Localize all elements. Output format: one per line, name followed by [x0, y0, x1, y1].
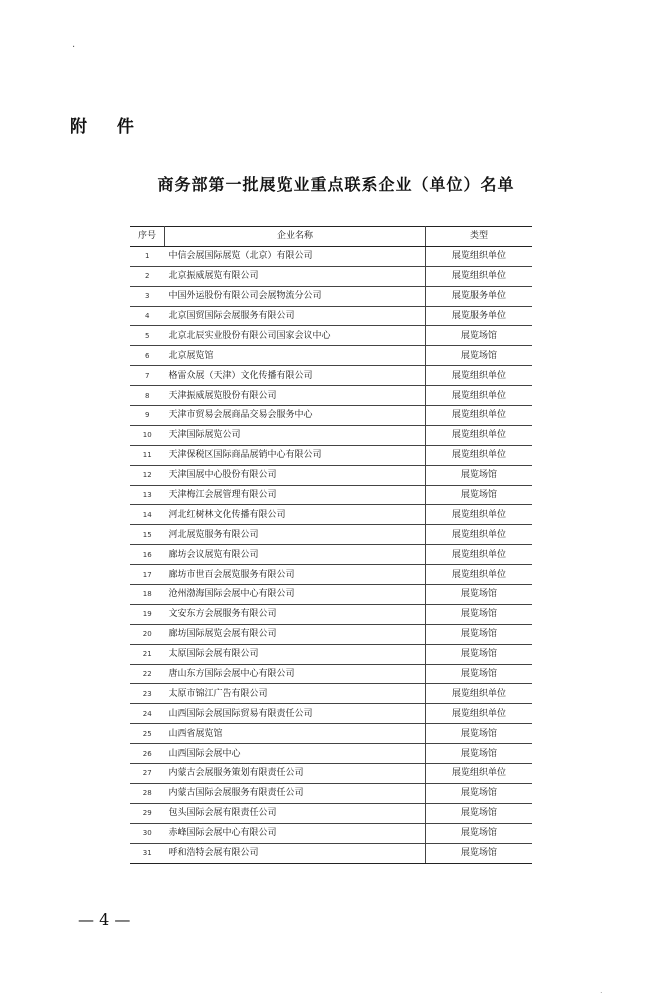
company-type: 展览组织单位: [426, 545, 533, 565]
company-type: 展览组织单位: [426, 525, 533, 545]
row-number: 16: [130, 545, 165, 565]
row-number: 26: [130, 744, 165, 764]
table-row: [130, 326, 532, 346]
table-body: [130, 246, 532, 863]
company-name: 北京北辰实业股份有限公司国家会议中心: [165, 326, 426, 346]
row-number: 20: [130, 624, 165, 644]
row-number: 11: [130, 445, 165, 465]
row-number: 25: [130, 724, 165, 744]
company-name: 天津保税区国际商品展销中心有限公司: [165, 445, 426, 465]
company-type: 展览场馆: [426, 724, 533, 744]
table-row: [130, 386, 532, 406]
table-row: [130, 565, 532, 585]
row-number: 3: [130, 286, 165, 306]
row-number: 13: [130, 485, 165, 505]
row-number: 4: [130, 306, 165, 326]
company-type: 展览场馆: [426, 664, 533, 684]
table-row: [130, 803, 532, 823]
table-row: [130, 545, 532, 565]
document-title: 商务部第一批展览业重点联系企业（单位）名单: [157, 175, 515, 194]
company-name: 河北红树林文化传播有限公司: [165, 505, 426, 525]
row-number: 9: [130, 406, 165, 426]
company-type: 展览组织单位: [426, 565, 533, 585]
row-number: 23: [130, 684, 165, 704]
row-number: 21: [130, 644, 165, 664]
scan-mark: ·: [72, 42, 76, 53]
table-row: [130, 664, 532, 684]
company-name: 内蒙古会展服务策划有限责任公司: [165, 764, 426, 784]
row-number: 18: [130, 585, 165, 605]
company-name: 天津振威展览股份有限公司: [165, 386, 426, 406]
row-number: 27: [130, 764, 165, 784]
row-number: 12: [130, 465, 165, 485]
company-type: 展览服务单位: [426, 286, 533, 306]
company-name: 文安东方会展服务有限公司: [165, 604, 426, 624]
company-name: 天津国展中心股份有限公司: [165, 465, 426, 485]
company-type: 展览场馆: [426, 644, 533, 664]
header-no: 序号: [130, 227, 165, 247]
table-row: [130, 704, 532, 724]
scan-mark-bottom: .: [600, 986, 603, 995]
company-name: 廊坊市世百会展览服务有限公司: [165, 565, 426, 585]
row-number: 1: [130, 246, 165, 266]
company-name: 赤峰国际会展中心有限公司: [165, 823, 426, 843]
company-type: 展览组织单位: [426, 425, 533, 445]
company-name: 中信会展国际展览（北京）有限公司: [165, 246, 426, 266]
table-row: [130, 783, 532, 803]
company-name: 北京展览馆: [165, 346, 426, 366]
row-number: 29: [130, 803, 165, 823]
company-type: 展览场馆: [426, 585, 533, 605]
company-type: 展览场馆: [426, 624, 533, 644]
row-number: 15: [130, 525, 165, 545]
row-number: 19: [130, 604, 165, 624]
company-type: 展览场馆: [426, 783, 533, 803]
company-name: 唐山东方国际会展中心有限公司: [165, 664, 426, 684]
row-number: 28: [130, 783, 165, 803]
row-number: 22: [130, 664, 165, 684]
company-type: 展览场馆: [426, 744, 533, 764]
table-row: [130, 366, 532, 386]
attachment-label: 附 件: [70, 117, 146, 137]
row-number: 14: [130, 505, 165, 525]
company-type: 展览组织单位: [426, 445, 533, 465]
table-row: [130, 445, 532, 465]
company-type: 展览组织单位: [426, 386, 533, 406]
company-name: 山西省展览馆: [165, 724, 426, 744]
company-name: 天津国际展览公司: [165, 425, 426, 445]
table-row: [130, 843, 532, 863]
company-name: 天津市贸易会展商品交易会服务中心: [165, 406, 426, 426]
company-name: 太原市锦江广告有限公司: [165, 684, 426, 704]
table-row: [130, 266, 532, 286]
company-type: 展览组织单位: [426, 684, 533, 704]
table-row: [130, 764, 532, 784]
company-type: 展览组织单位: [426, 366, 533, 386]
company-type: 展览组织单位: [426, 246, 533, 266]
company-type: 展览场馆: [426, 803, 533, 823]
row-number: 5: [130, 326, 165, 346]
company-name: 呼和浩特会展有限公司: [165, 843, 426, 863]
table-row: [130, 744, 532, 764]
company-type: 展览场馆: [426, 465, 533, 485]
company-name: 中国外运股份有限公司会展物流分公司: [165, 286, 426, 306]
table-row: [130, 406, 532, 426]
table-row: [130, 684, 532, 704]
row-number: 17: [130, 565, 165, 585]
company-type: 展览组织单位: [426, 764, 533, 784]
company-name: 太原国际会展有限公司: [165, 644, 426, 664]
page-number: — 4 —: [78, 910, 131, 929]
table-row: [130, 585, 532, 605]
company-type: 展览组织单位: [426, 704, 533, 724]
table-row: [130, 525, 532, 545]
company-type: 展览服务单位: [426, 306, 533, 326]
table-row: [130, 823, 532, 843]
table-row: [130, 724, 532, 744]
company-type: 展览场馆: [426, 843, 533, 863]
enterprise-table: [130, 226, 532, 864]
row-number: 31: [130, 843, 165, 863]
table-row: [130, 604, 532, 624]
table-row: [130, 624, 532, 644]
table-row: [130, 505, 532, 525]
table-row: [130, 346, 532, 366]
company-name: 内蒙古国际会展服务有限责任公司: [165, 783, 426, 803]
company-name: 河北展览服务有限公司: [165, 525, 426, 545]
table-row: [130, 644, 532, 664]
company-name: 沧州渤海国际会展中心有限公司: [165, 585, 426, 605]
row-number: 8: [130, 386, 165, 406]
row-number: 2: [130, 266, 165, 286]
table-row: [130, 246, 532, 266]
company-name: 北京国贸国际会展服务有限公司: [165, 306, 426, 326]
table-header-row: [130, 227, 532, 247]
company-type: 展览场馆: [426, 823, 533, 843]
row-number: 30: [130, 823, 165, 843]
company-name: 山西国际会展国际贸易有限责任公司: [165, 704, 426, 724]
company-name: 山西国际会展中心: [165, 744, 426, 764]
company-name: 北京振威展览有限公司: [165, 266, 426, 286]
company-type: 展览组织单位: [426, 406, 533, 426]
company-name: 包头国际会展有限责任公司: [165, 803, 426, 823]
company-type: 展览场馆: [426, 326, 533, 346]
table-row: [130, 286, 532, 306]
company-type: 展览场馆: [426, 346, 533, 366]
table-row: [130, 306, 532, 326]
company-name: 格雷众展（天津）文化传播有限公司: [165, 366, 426, 386]
row-number: 7: [130, 366, 165, 386]
row-number: 24: [130, 704, 165, 724]
table-row: [130, 425, 532, 445]
company-type: 展览组织单位: [426, 505, 533, 525]
header-type: 类型: [426, 227, 533, 247]
table-row: [130, 465, 532, 485]
company-type: 展览组织单位: [426, 266, 533, 286]
company-name: 廊坊会议展览有限公司: [165, 545, 426, 565]
table-row: [130, 485, 532, 505]
company-type: 展览场馆: [426, 604, 533, 624]
company-type: 展览场馆: [426, 485, 533, 505]
company-name: 天津梅江会展管理有限公司: [165, 485, 426, 505]
row-number: 6: [130, 346, 165, 366]
header-name: 企业名称: [165, 227, 426, 247]
company-name: 廊坊国际展览会展有限公司: [165, 624, 426, 644]
row-number: 10: [130, 425, 165, 445]
